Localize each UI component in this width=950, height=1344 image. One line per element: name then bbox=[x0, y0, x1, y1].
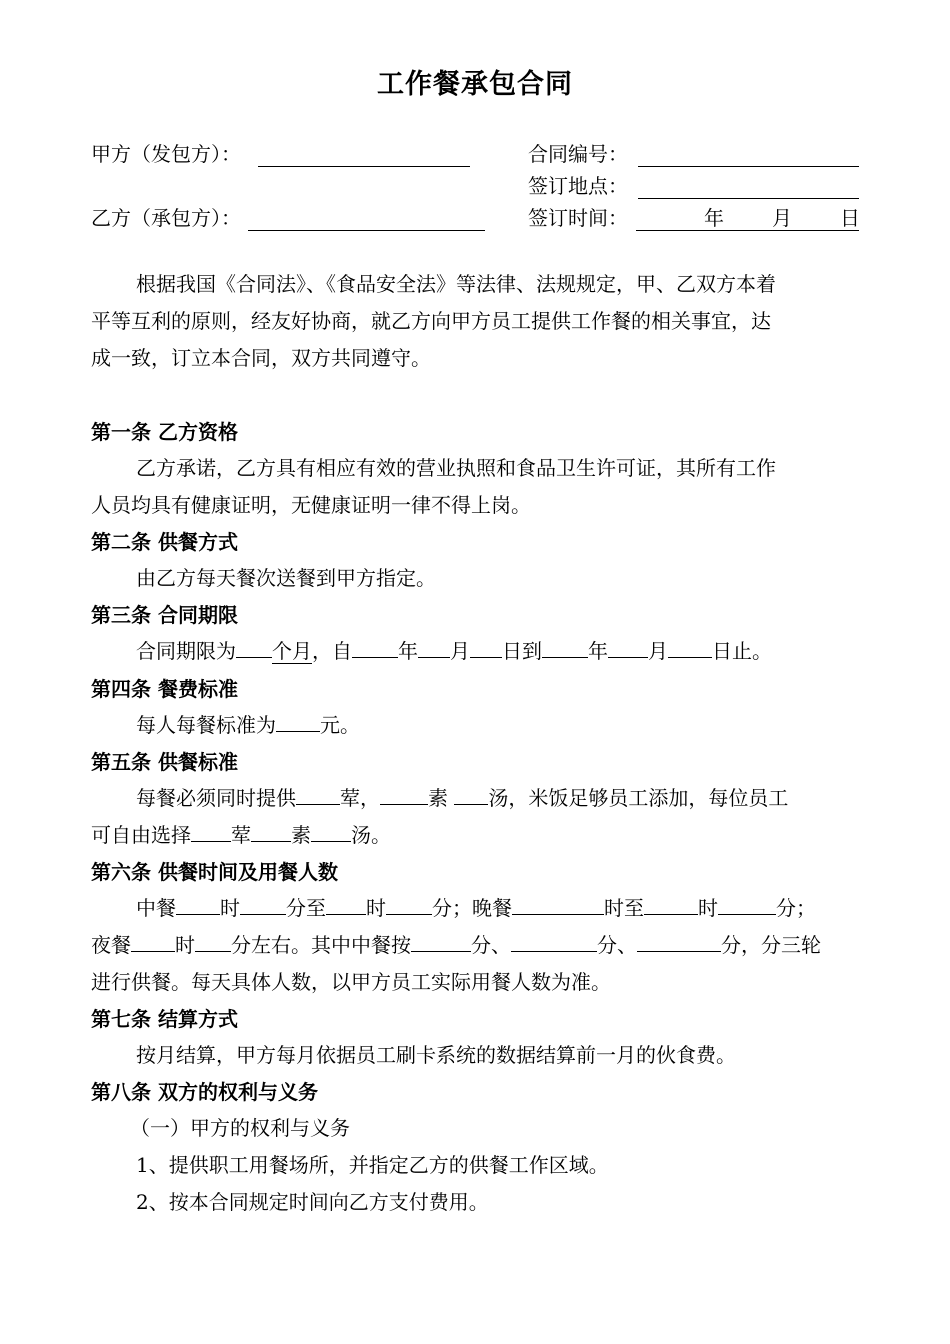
party-a-field[interactable] bbox=[258, 166, 470, 167]
article-4-heading: 第四条 餐费标准 bbox=[91, 677, 238, 701]
meat-count-field[interactable] bbox=[296, 782, 340, 805]
sign-year-label: 年 bbox=[704, 206, 724, 230]
term-months-field[interactable] bbox=[236, 635, 272, 658]
article-8-item-1: 1、提供职工用餐场所，并指定乙方的供餐工作区域。 bbox=[136, 1153, 609, 1177]
article-7-heading: 第七条 结算方式 bbox=[91, 1007, 238, 1031]
article-1-line-2: 人员均具有健康证明，无健康证明一律不得上岗。 bbox=[91, 493, 531, 517]
round-2-field[interactable] bbox=[511, 929, 597, 952]
contract-no-label: 合同编号： bbox=[528, 142, 628, 166]
start-day-field[interactable] bbox=[470, 635, 502, 658]
article-8-sub-1: （一）甲方的权利与义务 bbox=[130, 1116, 350, 1140]
choice-meat-field[interactable] bbox=[191, 819, 231, 842]
contract-no-field[interactable] bbox=[638, 166, 859, 167]
intro-line-1: 根据我国《合同法》、《食品安全法》等法律、法规规定，甲、乙双方本着 bbox=[136, 272, 776, 296]
lunch-end-hour-label: 时 bbox=[366, 896, 386, 920]
standard-label: 每餐必须同时提供 bbox=[136, 786, 296, 810]
end-day-label: 日止。 bbox=[712, 639, 772, 663]
start-year-field[interactable] bbox=[352, 635, 398, 658]
sign-month-label: 月 bbox=[772, 206, 792, 230]
night-hour-field[interactable] bbox=[131, 929, 175, 952]
article-4-line-1 bbox=[136, 707, 360, 744]
sign-place-field[interactable] bbox=[638, 198, 859, 199]
choice-veg-label: 素 bbox=[291, 823, 311, 847]
end-year-field[interactable] bbox=[542, 635, 588, 658]
end-day-field[interactable] bbox=[668, 635, 712, 658]
party-b-field[interactable] bbox=[248, 230, 485, 231]
meat-label: 荤， bbox=[340, 786, 380, 810]
article-6-heading: 第六条 供餐时间及用餐人数 bbox=[91, 860, 338, 884]
dinner-hour-label: 时 bbox=[698, 896, 718, 920]
intro-line-3: 成一致，订立本合同，双方共同遵守。 bbox=[91, 346, 431, 370]
lunch-start-hour-field[interactable] bbox=[176, 892, 220, 915]
article-6-line-3: 进行供餐。每天具体人数，以甲方员工实际用餐人数为准。 bbox=[91, 970, 611, 994]
dinner-label: 晚餐 bbox=[472, 896, 512, 920]
start-month-label: 月 bbox=[450, 639, 470, 663]
fee-label: 每人每餐标准为 bbox=[136, 713, 276, 737]
article-5-heading: 第五条 供餐标准 bbox=[91, 750, 238, 774]
sign-day-label: 日 bbox=[840, 206, 860, 230]
article-2-line-1: 由乙方每天餐次送餐到甲方指定。 bbox=[136, 566, 436, 590]
veg-label: 素 bbox=[428, 786, 448, 810]
term-months-unit: 个月 bbox=[272, 639, 312, 663]
intro-line-2: 平等互利的原则，经友好协商，就乙方向甲方员工提供工作餐的相关事宜，达 bbox=[91, 309, 771, 333]
choice-label: 可自由选择 bbox=[91, 823, 191, 847]
dinner-min-label: 分； bbox=[776, 896, 816, 920]
night-min-field[interactable] bbox=[195, 929, 231, 952]
page-title: 工作餐承包合同 bbox=[377, 69, 573, 100]
term-from-label: ，自 bbox=[312, 639, 352, 663]
end-month-field[interactable] bbox=[608, 635, 648, 658]
round-1-field[interactable] bbox=[411, 929, 471, 952]
start-day-label: 日到 bbox=[502, 639, 542, 663]
night-label: 夜餐 bbox=[91, 933, 131, 957]
choice-soup-field[interactable] bbox=[311, 819, 351, 842]
fee-unit: 元。 bbox=[320, 713, 360, 737]
dinner-start-hour-field[interactable] bbox=[512, 892, 604, 915]
night-hour-label: 时 bbox=[175, 933, 195, 957]
start-month-field[interactable] bbox=[418, 635, 450, 658]
veg-count-field[interactable] bbox=[380, 782, 428, 805]
soup-count-field[interactable] bbox=[454, 782, 488, 805]
article-5-line-1 bbox=[136, 780, 788, 817]
night-min-label: 分左右。其中中餐按 bbox=[231, 933, 411, 957]
end-year-label: 年 bbox=[588, 639, 608, 663]
lunch-label: 中餐 bbox=[136, 896, 176, 920]
choice-soup-label: 汤。 bbox=[351, 823, 391, 847]
article-1-line-1: 乙方承诺，乙方具有相应有效的营业执照和食品卫生许可证，其所有工作 bbox=[136, 456, 776, 480]
choice-veg-field[interactable] bbox=[251, 819, 291, 842]
round-3-field[interactable] bbox=[637, 929, 721, 952]
lunch-min-to-label: 分至 bbox=[286, 896, 326, 920]
round-3-label: 分，分三轮 bbox=[721, 933, 821, 957]
lunch-end-hour-field[interactable] bbox=[326, 892, 366, 915]
term-label: 合同期限为 bbox=[136, 639, 236, 663]
article-7-line-1: 按月结算，甲方每月依据员工刷卡系统的数据结算前一月的伙食费。 bbox=[136, 1043, 736, 1067]
dinner-to-label: 时至 bbox=[604, 896, 644, 920]
sign-time-field[interactable] bbox=[636, 230, 859, 231]
end-month-label: 月 bbox=[648, 639, 668, 663]
lunch-hour-label: 时 bbox=[220, 896, 240, 920]
sign-place-label: 签订地点： bbox=[528, 174, 628, 198]
fee-field[interactable] bbox=[276, 709, 320, 732]
party-a-label: 甲方（发包方）： bbox=[91, 142, 241, 166]
lunch-end-min-label: 分； bbox=[432, 896, 472, 920]
article-1-heading: 第一条 乙方资格 bbox=[91, 420, 238, 444]
choice-meat-label: 荤 bbox=[231, 823, 251, 847]
article-6-line-2 bbox=[91, 927, 821, 964]
start-year-label: 年 bbox=[398, 639, 418, 663]
dinner-end-min-field[interactable] bbox=[718, 892, 776, 915]
round-1-label: 分、 bbox=[471, 933, 511, 957]
article-3-line-1 bbox=[136, 633, 772, 670]
article-2-heading: 第二条 供餐方式 bbox=[91, 530, 238, 554]
article-6-line-1 bbox=[136, 890, 816, 927]
article-8-item-2: 2、按本合同规定时间向乙方支付费用。 bbox=[136, 1190, 489, 1214]
article-3-heading: 第三条 合同期限 bbox=[91, 603, 238, 627]
lunch-start-min-field[interactable] bbox=[240, 892, 286, 915]
lunch-end-min-field[interactable] bbox=[386, 892, 432, 915]
article-8-heading: 第八条 双方的权利与义务 bbox=[91, 1080, 318, 1104]
party-b-label: 乙方（承包方）： bbox=[91, 206, 241, 230]
dinner-end-hour-field[interactable] bbox=[644, 892, 698, 915]
sign-time-label: 签订时间： bbox=[528, 206, 628, 230]
article-5-line-2 bbox=[91, 817, 391, 854]
soup-label: 汤，米饭足够员工添加，每位员工 bbox=[488, 786, 789, 810]
round-2-label: 分、 bbox=[597, 933, 637, 957]
